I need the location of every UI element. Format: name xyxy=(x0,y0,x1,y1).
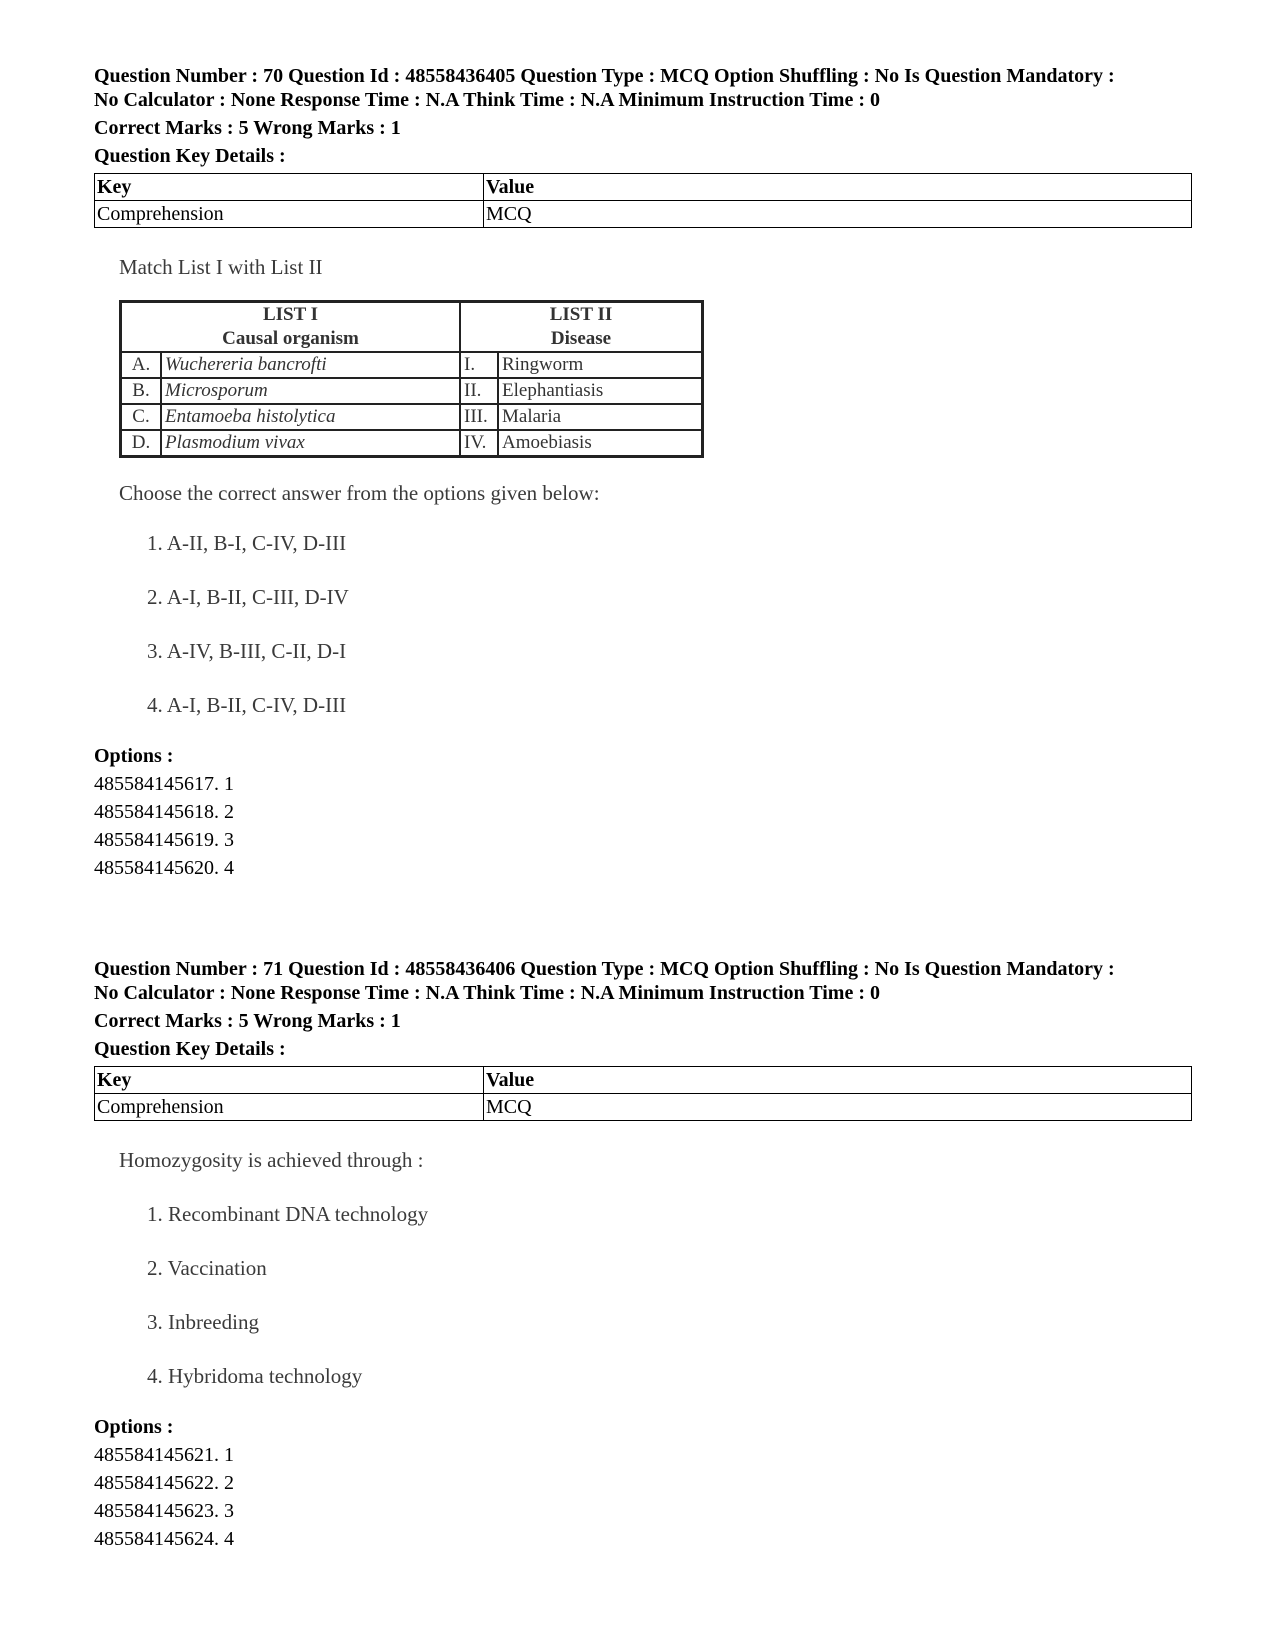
row-letter: C. xyxy=(121,404,162,430)
option-item: 485584145618. 2 xyxy=(94,801,234,823)
key-header-cell: Key xyxy=(95,1067,484,1094)
choice-item: 4. A-I, B-II, C-IV, D-III xyxy=(147,693,347,717)
choice-item: 1. A-II, B-I, C-IV, D-III xyxy=(147,531,347,555)
option-item: 485584145619. 3 xyxy=(94,829,234,851)
row-roman: I. xyxy=(460,352,498,378)
match-table xyxy=(119,300,704,458)
marks-line: Correct Marks : 5 Wrong Marks : 1 xyxy=(94,1010,401,1032)
value-header-cell: Value xyxy=(484,174,1192,201)
key-details-table xyxy=(94,173,1192,228)
question-instruction: Choose the correct answer from the options given below: xyxy=(119,481,600,505)
organism-cell: Wuchereria bancrofti xyxy=(161,352,460,378)
key-table-header-row xyxy=(95,174,1192,201)
list1-header xyxy=(121,302,461,353)
match-row xyxy=(121,352,703,378)
match-row xyxy=(121,430,703,457)
question-meta-line-2: No Calculator : None Response Time : N.A Think Time : N.A Minimum Instruction Time : 0 xyxy=(94,89,880,111)
choice-item: 4. Hybridoma technology xyxy=(147,1364,363,1388)
question-stem: Homozygosity is achieved through : xyxy=(119,1148,424,1172)
match-row xyxy=(121,404,703,430)
question-block-70 xyxy=(94,64,1194,882)
value-cell: MCQ xyxy=(484,201,1192,228)
choice-item: 2. A-I, B-II, C-III, D-IV xyxy=(147,585,349,609)
list2-subtitle: Disease xyxy=(550,328,612,349)
question-meta-line-1: Question Number : 70 Question Id : 48558436405 Question Type : MCQ Option Shuffling : No Is Question Mandatory : xyxy=(94,65,1115,87)
row-letter: A. xyxy=(121,352,162,378)
question-content xyxy=(119,1147,1194,1389)
options-label: Options : xyxy=(94,745,174,767)
row-letter: B. xyxy=(121,378,162,404)
question-stem: Match List I with List II xyxy=(119,255,323,279)
organism-cell: Microsporum xyxy=(161,378,460,404)
option-item: 485584145617. 1 xyxy=(94,773,234,795)
organism-cell: Plasmodium vivax xyxy=(161,430,460,457)
row-roman: IV. xyxy=(460,430,498,457)
value-header-cell: Value xyxy=(484,1067,1192,1094)
key-cell: Comprehension xyxy=(95,201,484,228)
choice-item: 1. Recombinant DNA technology xyxy=(147,1202,429,1226)
disease-cell: Malaria xyxy=(498,404,703,430)
choice-item: 3. Inbreeding xyxy=(147,1310,259,1334)
row-letter: D. xyxy=(121,430,162,457)
disease-cell: Amoebiasis xyxy=(498,430,703,457)
key-cell: Comprehension xyxy=(95,1094,484,1121)
key-table-row xyxy=(95,1094,1192,1121)
key-table-header-row xyxy=(95,1067,1192,1094)
list2-title: LIST II xyxy=(549,304,613,325)
list1-title: LIST I xyxy=(262,304,319,325)
list2-header xyxy=(460,302,703,353)
option-item: 485584145621. 1 xyxy=(94,1444,234,1466)
disease-cell: Ringworm xyxy=(498,352,703,378)
marks-line: Correct Marks : 5 Wrong Marks : 1 xyxy=(94,117,401,139)
organism-cell: Entamoeba histolytica xyxy=(161,404,460,430)
question-meta-line-1: Question Number : 71 Question Id : 48558436406 Question Type : MCQ Option Shuffling : No Is Question Mandatory : xyxy=(94,958,1115,980)
key-details-label: Question Key Details : xyxy=(94,1038,286,1060)
choice-item: 2. Vaccination xyxy=(147,1256,267,1280)
option-item: 485584145624. 4 xyxy=(94,1528,234,1550)
option-item: 485584145620. 4 xyxy=(94,857,234,879)
list1-subtitle: Causal organism xyxy=(222,328,359,349)
choice-item: 3. A-IV, B-III, C-II, D-I xyxy=(147,639,347,663)
key-header-cell: Key xyxy=(95,174,484,201)
key-table-row xyxy=(95,201,1192,228)
options-label: Options : xyxy=(94,1416,174,1438)
disease-cell: Elephantiasis xyxy=(498,378,703,404)
question-content xyxy=(119,254,1194,718)
row-roman: II. xyxy=(460,378,498,404)
match-row xyxy=(121,378,703,404)
key-details-label: Question Key Details : xyxy=(94,145,286,167)
row-roman: III. xyxy=(460,404,498,430)
option-item: 485584145622. 2 xyxy=(94,1472,234,1494)
match-table-header xyxy=(121,302,703,353)
option-item: 485584145623. 3 xyxy=(94,1500,234,1522)
question-block-71 xyxy=(94,957,1194,1553)
value-cell: MCQ xyxy=(484,1094,1192,1121)
question-meta-line-2: No Calculator : None Response Time : N.A Think Time : N.A Minimum Instruction Time : 0 xyxy=(94,982,880,1004)
key-details-table xyxy=(94,1066,1192,1121)
